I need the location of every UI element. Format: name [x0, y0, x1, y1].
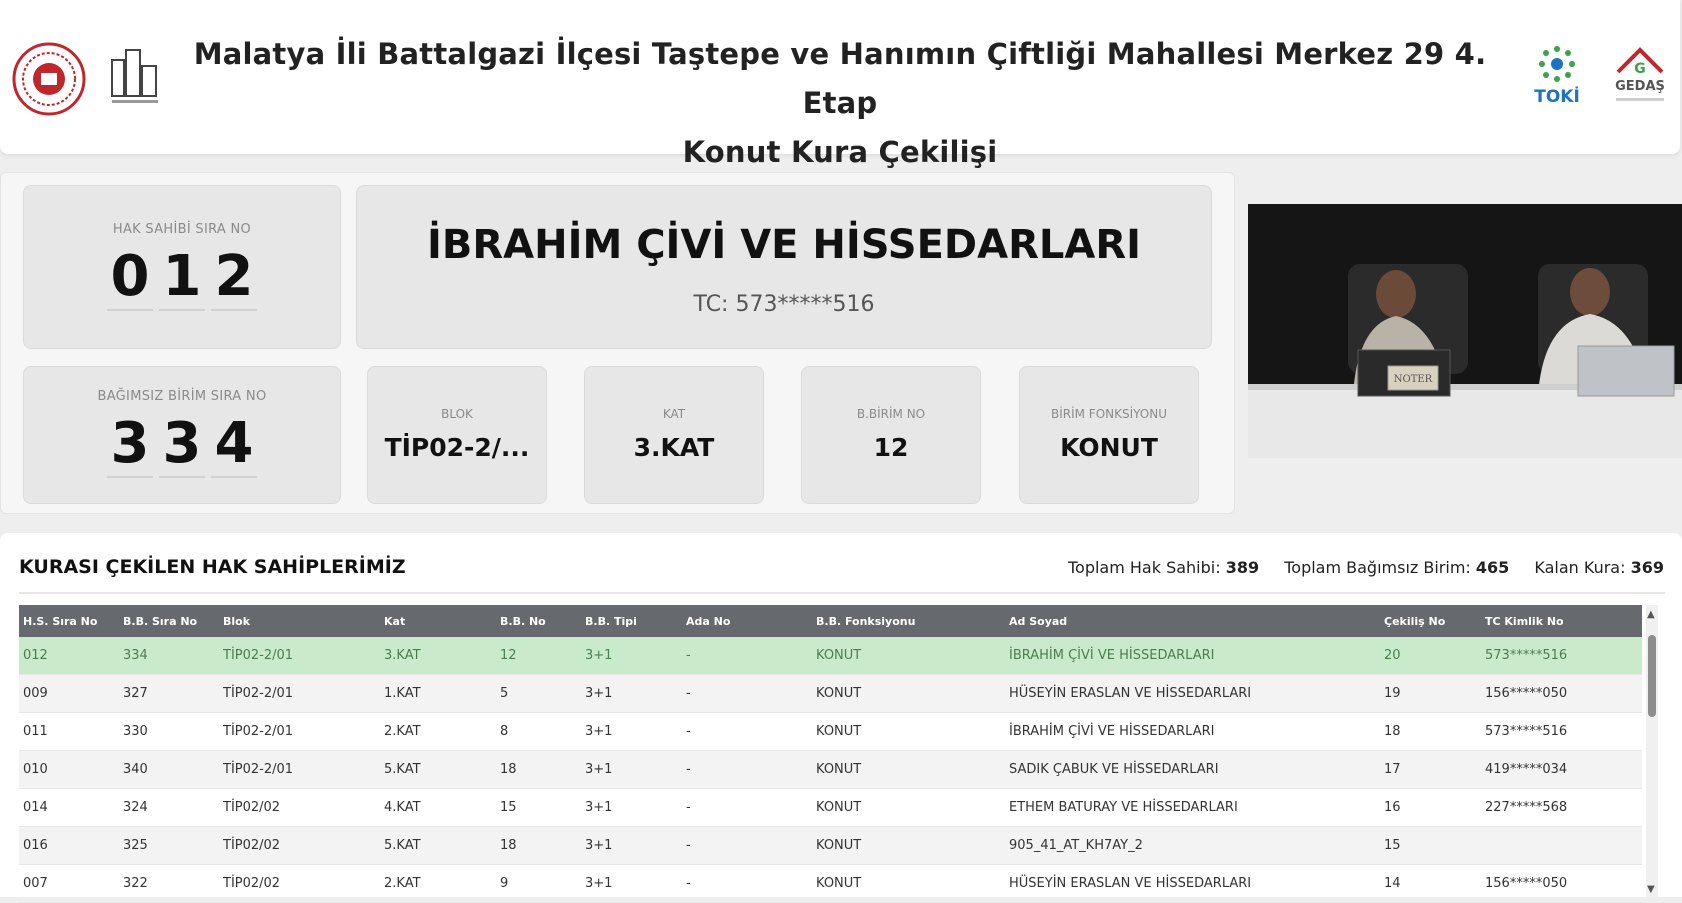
stat-value: 465 — [1475, 558, 1510, 577]
header-bar — [0, 0, 1680, 169]
table-cell: 14 — [1380, 865, 1481, 903]
table-cell: - — [682, 713, 812, 751]
bagimsiz-birim-box — [23, 366, 341, 504]
table-cell: TİP02/02 — [219, 865, 380, 903]
stat-label: Toplam Hak Sahibi: — [1067, 558, 1221, 577]
birim-no-value: 12 — [873, 433, 909, 462]
table-scrollbar[interactable] — [1646, 605, 1658, 897]
table-cell: SADIK ÇABUK VE HİSSEDARLARI — [1005, 751, 1380, 789]
drawn-list-table — [19, 605, 1642, 903]
page-title — [160, 30, 1520, 177]
table-cell: - — [682, 789, 812, 827]
table-cell: - — [682, 827, 812, 865]
column-header[interactable]: B.B. Fonksiyonu — [816, 614, 916, 628]
table-cell: 012 — [19, 637, 119, 675]
table-row[interactable] — [19, 827, 1642, 865]
table-cell: 17 — [1380, 751, 1481, 789]
toki-logo — [1534, 44, 1580, 106]
table-row[interactable] — [19, 789, 1642, 827]
ministry-seal-icon — [12, 42, 86, 120]
table-row[interactable] — [19, 713, 1642, 751]
title-line-1: Malatya İli Battalgazi İlçesi Taştepe ve Hanımın Çiftliği Mahallesi Merkez 29 4. Etap — [193, 37, 1487, 120]
column-header[interactable]: B.B. Tipi — [585, 614, 637, 628]
bagimsiz-birim-digits — [24, 411, 340, 478]
table-cell: 20 — [1380, 637, 1481, 675]
column-header[interactable]: Blok — [223, 614, 251, 628]
section-title: KURASI ÇEKİLEN HAK SAHİPLERİMİZ — [19, 556, 406, 578]
table-cell: 15 — [496, 789, 581, 827]
table-cell: 3+1 — [581, 789, 682, 827]
birim-no-label: B.BİRİM NO — [856, 407, 926, 421]
table-row[interactable] — [19, 637, 1642, 675]
digit: 2 — [211, 244, 257, 311]
table-cell: 322 — [119, 865, 219, 903]
table-cell: 016 — [19, 827, 119, 865]
table-cell: 15 — [1380, 827, 1481, 865]
bagimsiz-birim-label: BAĞIMSIZ BİRİM SIRA NO — [97, 389, 267, 404]
table-cell: 340 — [119, 751, 219, 789]
table-cell: TİP02/02 — [219, 827, 380, 865]
city-buildings-icon — [108, 46, 162, 112]
table-cell: KONUT — [812, 827, 1005, 865]
gedas-text: GEDAŞ — [1615, 79, 1665, 94]
table-cell: 330 — [119, 713, 219, 751]
table-cell: TİP02-2/01 — [219, 637, 380, 675]
column-header[interactable]: Ad Soyad — [1009, 614, 1068, 628]
table-cell: İBRAHİM ÇİVİ VE HİSSEDARLARI — [1005, 637, 1380, 675]
table-cell: 9 — [496, 865, 581, 903]
stat-total-bagimsiz-birim — [1284, 558, 1509, 577]
table-cell: TİP02-2/01 — [219, 675, 380, 713]
kat-label: KAT — [662, 407, 686, 421]
kat-value: 3.KAT — [633, 433, 715, 462]
digit: 1 — [159, 244, 205, 311]
hak-sahibi-label: HAK SAHİBİ SIRA NO — [112, 222, 252, 237]
digit: 3 — [159, 411, 205, 478]
table-cell: - — [682, 865, 812, 903]
digit: 0 — [107, 244, 153, 311]
column-header[interactable]: TC Kimlik No — [1485, 614, 1564, 628]
column-header[interactable]: Ada No — [686, 614, 731, 628]
table-cell: ETHEM BATURAY VE HİSSEDARLARI — [1005, 789, 1380, 827]
table-cell: 327 — [119, 675, 219, 713]
column-header[interactable]: B.B. Sıra No — [123, 614, 198, 628]
table-cell: 5.KAT — [380, 751, 496, 789]
table-cell: 156*****050 — [1481, 675, 1642, 713]
stat-value: 389 — [1225, 558, 1260, 577]
table-cell: KONUT — [812, 637, 1005, 675]
table-cell: 334 — [119, 637, 219, 675]
stat-label: Kalan Kura: — [1534, 558, 1626, 577]
column-header[interactable]: H.S. Sıra No — [23, 614, 98, 628]
table-cell: 010 — [19, 751, 119, 789]
winner-name: İBRAHİM ÇİVİ VE HİSSEDARLARI — [426, 222, 1142, 268]
table-cell: 3+1 — [581, 827, 682, 865]
digit: 3 — [107, 411, 153, 478]
table-cell: İBRAHİM ÇİVİ VE HİSSEDARLARI — [1005, 713, 1380, 751]
table-cell: 18 — [496, 827, 581, 865]
table-header-row — [19, 605, 1642, 637]
table-cell: 18 — [496, 751, 581, 789]
fonksiyon-label: BİRİM FONKSİYONU — [1050, 407, 1168, 421]
stat-value: 369 — [1630, 558, 1664, 577]
stat-label: Toplam Bağımsız Birim: — [1284, 558, 1471, 577]
table-cell: - — [682, 751, 812, 789]
table-cell: 3+1 — [581, 675, 682, 713]
table-cell: KONUT — [812, 865, 1005, 903]
table-cell: 2.KAT — [380, 865, 496, 903]
table-cell: 8 — [496, 713, 581, 751]
table-cell: 12 — [496, 637, 581, 675]
noter-plate: NOTER — [1393, 374, 1433, 385]
table-row[interactable] — [19, 751, 1642, 789]
table-cell: 1.KAT — [380, 675, 496, 713]
table-cell: 325 — [119, 827, 219, 865]
stats-bar — [1048, 558, 1664, 577]
table-cell: 3+1 — [581, 637, 682, 675]
table-cell — [1481, 827, 1642, 865]
current-draw-panel — [0, 172, 1235, 514]
hak-sahibi-digits — [24, 244, 340, 311]
table-cell: 227*****568 — [1481, 789, 1642, 827]
winner-name-box — [356, 185, 1212, 349]
hak-sahibi-box — [23, 185, 341, 349]
scroll-down-icon[interactable]: ▼ — [1647, 884, 1655, 895]
table-cell: 18 — [1380, 713, 1481, 751]
svg-text:G: G — [1634, 61, 1646, 76]
table-cell: 2.KAT — [380, 713, 496, 751]
live-video-feed — [1248, 204, 1682, 458]
table-cell: TİP02/02 — [219, 789, 380, 827]
table-cell: HÜSEYİN ERASLAN VE HİSSEDARLARI — [1005, 865, 1380, 903]
divider — [19, 592, 1665, 594]
table-cell: 19 — [1380, 675, 1481, 713]
table-cell: 009 — [19, 675, 119, 713]
gedas-logo — [1610, 44, 1670, 101]
table-cell: 3+1 — [581, 713, 682, 751]
table-cell: 156*****050 — [1481, 865, 1642, 903]
toki-text: TOKİ — [1534, 87, 1580, 107]
table-cell: TİP02-2/01 — [219, 751, 380, 789]
table-cell: 3+1 — [581, 751, 682, 789]
table-cell: 5.KAT — [380, 827, 496, 865]
fonksiyon-box — [1019, 366, 1199, 504]
kat-box — [584, 366, 764, 504]
table-cell: 419*****034 — [1481, 751, 1642, 789]
stat-total-hak-sahibi — [1068, 558, 1259, 577]
column-header[interactable]: Çekiliş No — [1384, 614, 1446, 628]
fonksiyon-value: KONUT — [1060, 433, 1158, 462]
table-cell: - — [682, 637, 812, 675]
table-cell: 007 — [19, 865, 119, 903]
table-cell: 905_41_AT_KH7AY_2 — [1005, 827, 1380, 865]
blok-value: TİP02-2/... — [384, 433, 530, 462]
table-cell: 5 — [496, 675, 581, 713]
table-cell: 014 — [19, 789, 119, 827]
scrollbar-thumb[interactable] — [1648, 635, 1656, 717]
table-cell: KONUT — [812, 675, 1005, 713]
table-cell: KONUT — [812, 713, 1005, 751]
table-cell: 3+1 — [581, 865, 682, 903]
table-cell: KONUT — [812, 789, 1005, 827]
column-header[interactable]: Kat — [384, 614, 406, 628]
table-cell: KONUT — [812, 751, 1005, 789]
table-cell: 3.KAT — [380, 637, 496, 675]
scroll-up-icon[interactable]: ▲ — [1647, 609, 1655, 620]
birim-no-box — [801, 366, 981, 504]
table-cell: 4.KAT — [380, 789, 496, 827]
table-cell: 573*****516 — [1481, 637, 1642, 675]
table-cell: 011 — [19, 713, 119, 751]
blok-label: BLOK — [441, 407, 473, 421]
winner-tc: TC: 573*****516 — [693, 292, 875, 317]
blok-box — [367, 366, 547, 504]
table-cell: HÜSEYİN ERASLAN VE HİSSEDARLARI — [1005, 675, 1380, 713]
table-row[interactable] — [19, 675, 1642, 713]
column-header[interactable]: B.B. No — [500, 614, 546, 628]
title-line-2: Konut Kura Çekilişi — [682, 135, 998, 169]
digit: 4 — [211, 411, 257, 478]
stat-kalan-kura — [1534, 558, 1664, 577]
table-cell: - — [682, 675, 812, 713]
table-cell: 16 — [1380, 789, 1481, 827]
table-cell: TİP02-2/01 — [219, 713, 380, 751]
table-cell: 573*****516 — [1481, 713, 1642, 751]
table-cell: 324 — [119, 789, 219, 827]
